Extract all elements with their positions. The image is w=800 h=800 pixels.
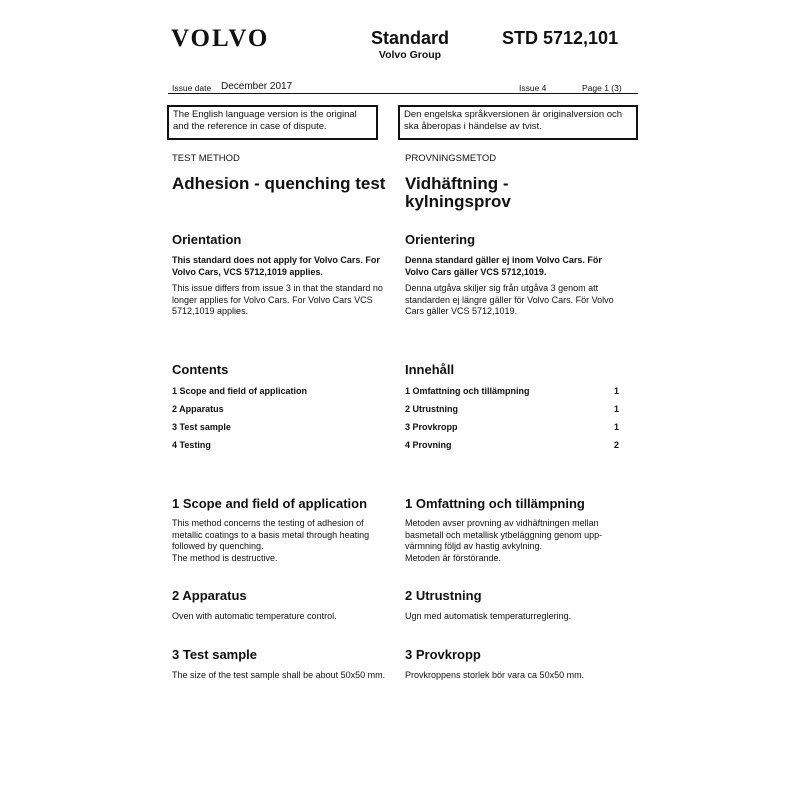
section-3-en — [172, 647, 402, 682]
section-2-en — [172, 588, 387, 623]
document-type-title: Standard — [370, 28, 449, 48]
section-3-sv — [405, 647, 625, 682]
toc-item[interactable] — [405, 386, 619, 396]
toc-item[interactable]: 2 Apparatus — [172, 404, 224, 414]
notice-text-en: The English language version is the original and the reference in case of dispute. — [173, 109, 357, 132]
english-column — [172, 153, 387, 193]
standard-number: STD 5712,101 — [502, 28, 619, 48]
swedish-column — [405, 153, 625, 211]
orientation-text: This issue differs from issue 3 in that the standard no longer applies for Volvo Cars. For Volvo Cars VCS 5712,1019 applies. — [172, 283, 383, 316]
contents-section-sv — [405, 362, 619, 450]
section-heading: 2 Utrustning — [405, 588, 482, 603]
section-heading: 1 Omfattning och tillämpning — [405, 496, 585, 511]
section-text: Oven with automatic temperature control. — [172, 611, 337, 621]
section-text: This method concerns the testing of adhesion of metallic coatings to a basis metal through heating followed by quenching. — [172, 518, 370, 551]
contents-heading: Innehåll — [405, 362, 455, 377]
section-heading: 3 Test sample — [172, 647, 258, 662]
section-text: Metoden är förstörande. — [405, 552, 502, 563]
toc-item[interactable]: 1 Scope and field of application — [172, 386, 308, 396]
notice-text-sv: Den engelska språkversionen är originalversion och ska åberopas i händelse av tvist. — [404, 109, 623, 132]
section-heading: 1 Scope and field of application — [172, 496, 368, 511]
document-title: Vidhäftning - kylningsprov — [405, 174, 511, 211]
section-2-sv — [405, 588, 625, 623]
orientation-section-sv — [405, 232, 620, 318]
section-text: Ugn med automatisk temperaturreglering. — [405, 611, 572, 621]
orientation-section-en — [172, 232, 384, 318]
category-label: TEST METHOD — [172, 153, 240, 164]
issue-date: December 2017 — [221, 81, 293, 92]
notice-box-sv — [398, 105, 638, 140]
toc-page: 1 — [613, 386, 619, 396]
section-text: The method is destructive. — [172, 552, 278, 563]
toc-item[interactable] — [405, 440, 619, 450]
section-text: Metoden avser provning av vidhäftningen mellan basmetall och metallisk ytbeläggning genom upp-värmning följd av hastig avkylning. — [405, 518, 603, 551]
toc-label: 3 Provkropp — [405, 422, 458, 432]
toc-label: 1 Omfattning och tillämpning — [405, 386, 530, 396]
volvo-logo: VOLVO — [171, 25, 270, 52]
orientation-bold-text: Denna standard gäller ej inom Volvo Cars. För Volvo Cars gäller VCS 5712,1019. — [405, 255, 602, 277]
contents-heading: Contents — [172, 362, 229, 377]
page-number: Page 1 (3) — [582, 83, 622, 93]
section-1-en — [172, 496, 387, 564]
toc-item[interactable] — [405, 422, 619, 432]
section-heading: 2 Apparatus — [172, 588, 247, 603]
document-title: Adhesion - quenching test — [172, 174, 386, 193]
category-label: PROVNINGSMETOD — [405, 153, 497, 164]
section-heading: 3 Provkropp — [405, 647, 481, 662]
document-subtitle: Volvo Group — [378, 49, 442, 61]
toc-item[interactable]: 4 Testing — [172, 440, 211, 450]
contents-section-en — [172, 362, 387, 450]
section-text: Provkroppens storlek bör vara ca 50x50 mm. — [405, 670, 585, 680]
section-1-sv — [405, 496, 625, 564]
header-divider — [168, 93, 638, 94]
toc-page: 1 — [613, 422, 619, 432]
toc-page: 1 — [613, 404, 619, 414]
issue-date-label: Issue date — [172, 83, 212, 93]
toc-item[interactable]: 3 Test sample — [172, 422, 231, 432]
toc-page: 2 — [613, 440, 619, 450]
toc-label: 2 Utrustning — [405, 404, 458, 414]
toc-label: 4 Provning — [405, 440, 452, 450]
orientation-heading: Orientering — [405, 232, 476, 247]
section-text: The size of the test sample shall be about 50x50 mm. — [172, 670, 386, 680]
toc-item[interactable] — [405, 404, 619, 414]
issue-number: Issue 4 — [519, 83, 547, 93]
orientation-heading: Orientation — [172, 232, 242, 247]
notice-box-en — [167, 105, 378, 140]
orientation-bold-text: This standard does not apply for Volvo Cars. For Volvo Cars, VCS 5712,1019 applies. — [172, 255, 380, 277]
orientation-text: Denna utgåva skiljer sig från utgåva 3 genom att standarden ej längre gäller för Volvo Cars. För Volvo Cars gäller VCS 5712,1019. — [405, 283, 614, 316]
